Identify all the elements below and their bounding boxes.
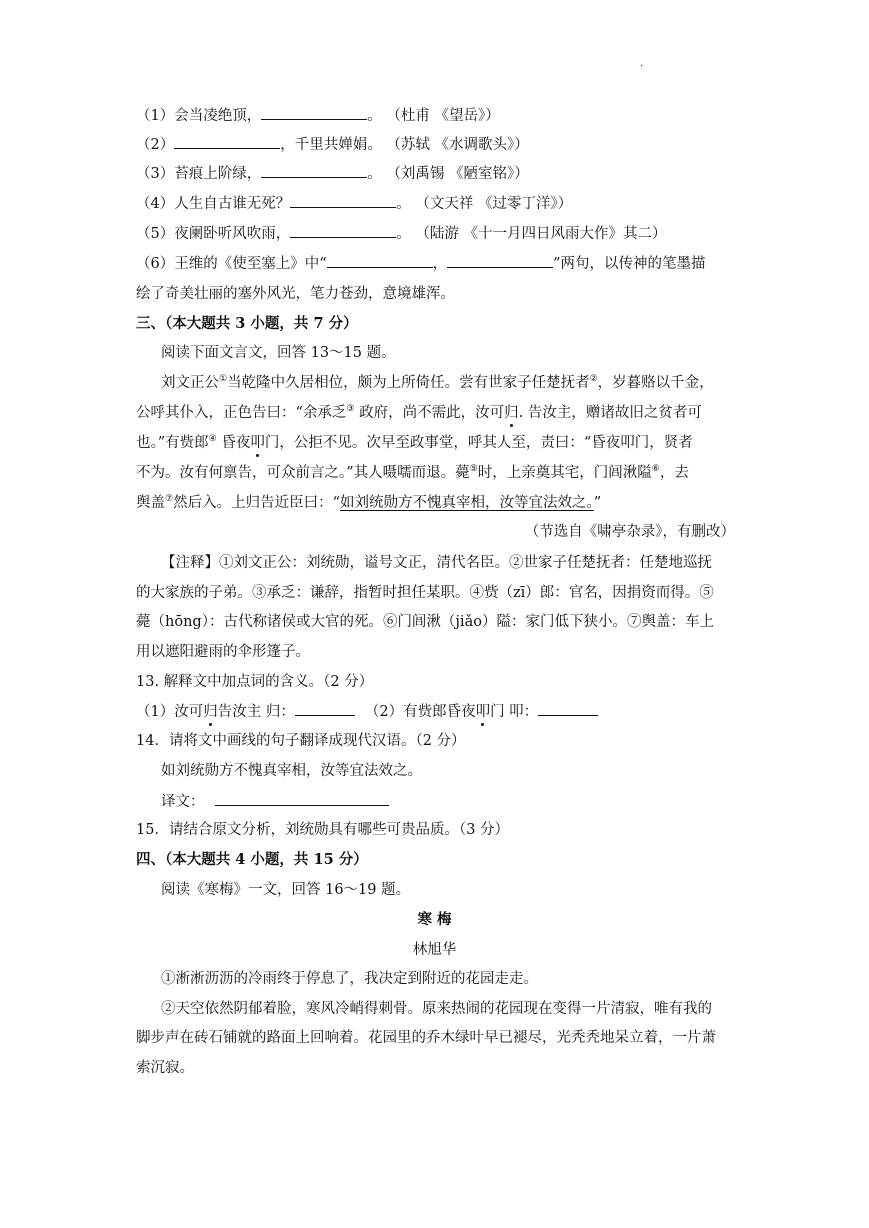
- poem-6-continued: 绘了奇美壮丽的塞外风光，笔力苍劲，意境雄浑。: [136, 286, 455, 302]
- poem-3-text: （3）苔痕上阶绿，: [136, 166, 262, 182]
- text-span: 当乾隆中久居相位，颇为上所倚任。尝有世家子任楚抚者: [227, 375, 590, 391]
- note-ref: ⑦: [165, 494, 174, 504]
- dotted-word: 归: [203, 704, 218, 720]
- text-span: ，岁暮赂以千金，: [597, 375, 714, 391]
- classical-text-line-1: [161, 373, 714, 393]
- question-14-answer: [161, 791, 389, 812]
- question-15: 15．请结合原文分析，刘统勋具有哪些可贵品质。（3 分）: [136, 822, 510, 838]
- poem-item-4: [136, 193, 572, 214]
- annotation-line-3: 薨（hōng）：古代称诸侯或大官的死。⑥门闾湫（jiǎo）隘：家门低下狭小。⑦舆盖：车上: [136, 614, 714, 630]
- dotted-word: 叩: [475, 704, 491, 720]
- poem-4-source: 。 （文天祥 《过零丁洋》）: [396, 196, 573, 212]
- poem-2-source: ，千里共婵娟。 （苏轼 《水调歌头》）: [280, 137, 529, 153]
- poem-item-5: [136, 223, 666, 244]
- poem-6-blank-2[interactable]: [447, 253, 553, 268]
- poem-6-tail: ”两句，以传神的笔墨描: [553, 256, 706, 272]
- article-paragraph-2-line-3: 索沉寂。: [136, 1060, 194, 1076]
- dotted-word: 叩: [250, 435, 265, 451]
- annotation-line-2: 的大家族的子弟。③承乏：谦辞，指暂时担任某职。④赀（zī）郎：官名，因捐资而得。⑤: [136, 585, 714, 601]
- text-span: 门 叩：: [490, 704, 539, 720]
- poem-5-source: 。 （陆游 《十一月四日风雨大作》其二）: [396, 226, 667, 242]
- q13-blank-2[interactable]: [538, 701, 598, 716]
- article-author: 林旭华: [412, 942, 457, 958]
- note-ref: ①: [219, 374, 228, 384]
- text-span: ，去: [659, 465, 689, 481]
- section-3-intro: 阅读下面文言文，回答 13～15 题。: [161, 345, 396, 361]
- poem-1-text: （1）会当凌绝顶，: [136, 108, 262, 124]
- poem-3-source: 。 （刘禹锡 《陋室铭》）: [367, 166, 529, 182]
- note-ref: ②: [589, 374, 598, 384]
- classical-text-line-3: [136, 433, 693, 453]
- article-title: 寒 梅: [417, 911, 452, 928]
- text-span: 然后入。上归告近臣曰：“: [173, 495, 340, 511]
- article-paragraph-1: ①淅淅沥沥的冷雨终于停息了，我决定到附近的花园走走。: [161, 971, 538, 987]
- poem-item-1: [136, 105, 500, 126]
- poem-1-source: 。 （杜甫 《望岳》）: [367, 108, 500, 124]
- question-14-sentence: 如刘统勋方不愧真宰相，汝等宜法效之。: [161, 763, 422, 779]
- poem-1-blank[interactable]: [261, 105, 367, 120]
- question-14: 14．请将文中画线的句子翻译成现代汉语。（2 分）: [136, 733, 466, 749]
- text-span: 告汝主 归：: [217, 704, 295, 720]
- poem-2-text: （2）: [136, 137, 175, 153]
- text-span: . 告汝主，赠诸故旧之贫者可: [518, 405, 702, 421]
- text-span: 政府，尚不需此，汝可: [354, 405, 505, 421]
- poem-6-comma: ，: [432, 256, 448, 272]
- text-span: 昏夜: [216, 435, 251, 451]
- classical-text-line-4: [136, 463, 689, 483]
- header-mark: .: [640, 58, 644, 69]
- poem-item-2: [136, 134, 529, 155]
- note-ref: ③: [346, 404, 355, 414]
- text-span: 刘文正公: [161, 375, 219, 391]
- underlined-sentence: 如刘统勋方不愧真宰相，汝等宜法效之。: [340, 495, 594, 511]
- section-3-heading: 三、（本大题共 3 小题，共 7 分）: [136, 315, 358, 332]
- text-span: 舆盖: [136, 495, 165, 511]
- poem-item-6: [136, 253, 706, 274]
- note-ref: ⑤: [469, 464, 478, 474]
- text-span: 门，公拒不见。次早至政事堂，呼其人至，责曰：“昏夜叩门，贤者: [264, 435, 693, 451]
- article-paragraph-2-line-1: ②天空依然阴郁着脸，寒风冷峭得刺骨。原来热闹的花园现在变得一片清寂，唯有我的: [161, 1001, 712, 1017]
- poem-4-text: （4）人生自古谁无死？: [136, 196, 291, 212]
- poem-6-text: （6）王维的《使至塞上》中“: [136, 256, 327, 272]
- poem-5-blank[interactable]: [290, 223, 396, 238]
- section-4-heading: 四、（本大题共 4 小题，共 15 分）: [136, 851, 368, 868]
- note-ref: ④: [208, 434, 217, 444]
- text-span: 不为。汝有何禀告，可众前言之。”其人嗫嚅而退。薨: [136, 465, 470, 481]
- text-span: （2）有赀郎昏夜: [364, 704, 476, 720]
- text-span: 也。”有赀郎: [136, 435, 209, 451]
- annotation-line-4: 用以遮阳避雨的伞形篷子。: [136, 644, 310, 660]
- article-paragraph-2-line-2: 脚步声在砖石铺就的路面上回响着。花园里的乔木绿叶早已褪尽，光秃秃地呆立着，一片萧: [136, 1030, 716, 1046]
- text-span: （1）汝可: [136, 704, 204, 720]
- text-span: 时，上亲奠其宅，门闾湫隘: [477, 465, 652, 481]
- note-ref: ⑥: [651, 464, 660, 474]
- annotation-line-1: 【注释】①刘文正公：刘统勋，谥号文正，清代名臣。②世家子任楚抚者：任楚地巡抚: [161, 555, 712, 571]
- poem-2-blank[interactable]: [174, 134, 280, 149]
- translation-blank[interactable]: [215, 791, 389, 806]
- poem-6-blank-1[interactable]: [327, 253, 433, 268]
- text-span: ”: [593, 495, 602, 511]
- section-4-intro: 阅读《寒梅》一文，回答 16～19 题。: [161, 882, 411, 898]
- classical-text-line-2: [136, 403, 702, 423]
- poem-3-blank[interactable]: [261, 163, 367, 178]
- translation-label: 译文：: [161, 794, 205, 810]
- poem-4-blank[interactable]: [290, 193, 396, 208]
- poem-item-3: [136, 163, 529, 184]
- q13-blank-1[interactable]: [295, 701, 355, 716]
- poem-5-text: （5）夜阑卧听风吹雨，: [136, 226, 291, 242]
- text-span: 公呼其仆入，正色告曰：“余承乏: [136, 405, 347, 421]
- source-note: （节选自《啸亭杂录》，有删改）: [524, 524, 735, 540]
- question-13: 13. 解释文中加点词的含义。（2 分）: [136, 674, 374, 690]
- classical-text-line-5: [136, 493, 601, 513]
- dotted-word: 归: [504, 405, 519, 421]
- question-13-items: [136, 701, 598, 722]
